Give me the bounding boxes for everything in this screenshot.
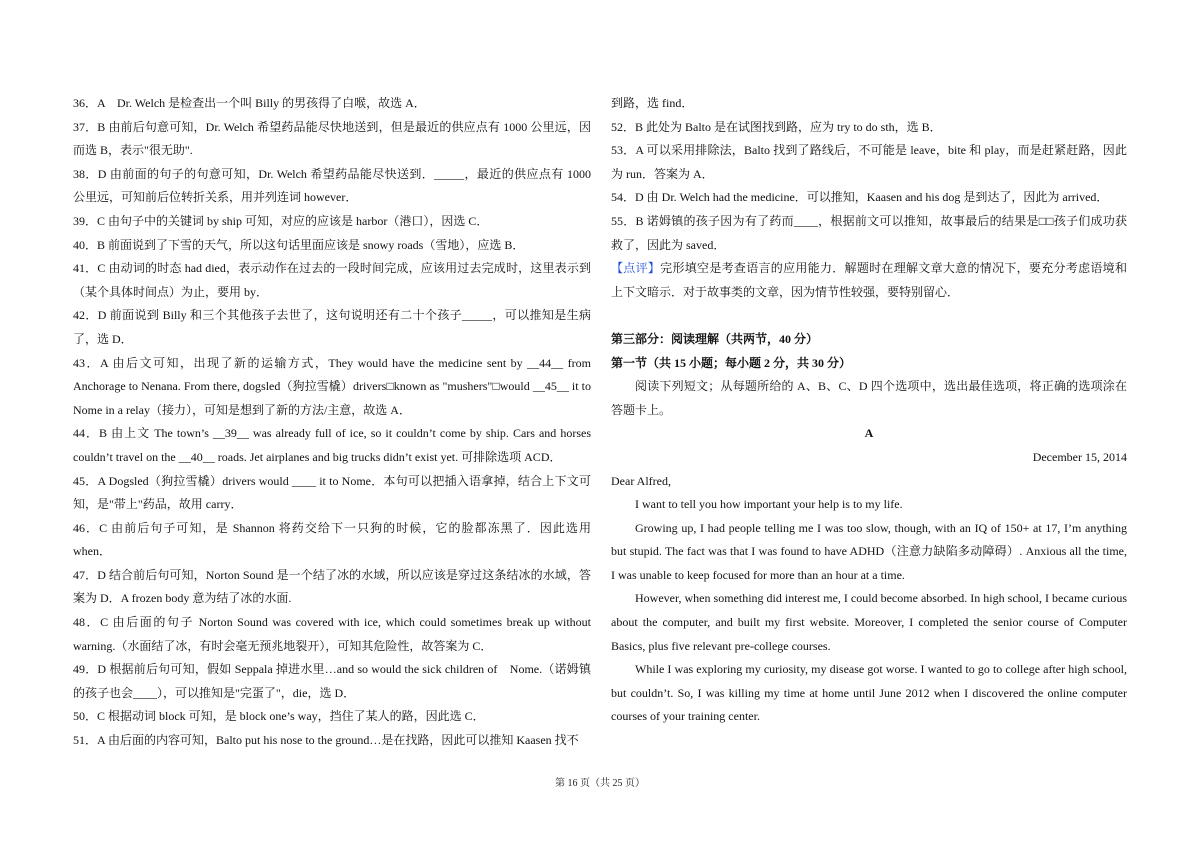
answer-37: 37．B 由前后句意可知，Dr. Welch 希望药品能尽快地送到，但是最近的供应点有 1000 公里远，因而选 B，表示"很无助". [73,119,591,158]
answer-47: 47．D 结合前后句可知，Norton Sound 是一个结了冰的水域，所以应该是穿过这条结冰的水域，答案为 D．A frozen body 意为结了冰的水面. [73,567,591,606]
spacer [611,304,1127,328]
answer-54: 54．D 由 Dr. Welch had the medicine．可以推知，Kaasen and his dog 是到达了，因此为 arrived． [611,190,1109,205]
answer-36: 36．A Dr. Welch 是检查出一个叫 Billy 的男孩得了白喉，故选 A． [73,96,426,110]
answer-52: 52．B 此处为 Balto 是在试图找到路，应为 try to do sth，选 B． [611,119,942,134]
answer-53: 53．A 可以采用排除法，Balto 找到了路线后，不可能是 leave，bite 和 play，而是赶紧赶路，因此为 run．答案为 A． [611,143,1127,181]
letter-date: December 15, 2014 [1032,449,1127,464]
comment [611,257,1127,304]
instruction: 阅读下列短文；从每题所给的 A、B、C、D 四个选项中，选出最佳选项，将正确的选项涂在答题卡上。 [611,379,1127,417]
paragraph: Growing up, I had people telling me I was too slow, though, with an IQ of 150+ at 17, I’m anything but stupid. The fact was that I was found to have ADHD（注意力缺陷多动障碍）. Anxious all the time, I was unable to keep focused for more than an hour at a time. [611,520,1127,582]
answer-50: 50．C 根据动词 block 可知，是 block one’s way，挡住了某人的路，因此选 C． [73,709,485,724]
answer-41: 41．C 由动词的时态 had died，表示动作在过去的一段时间完成，应该用过去完成时，这里表示到（某个具体时间点）为止，要用 by． [73,261,591,299]
answer-39: 39．C 由句子中的关键词 by ship 可知，对应的应该是 harbor（港口），因选 C． [73,213,489,228]
answer-40: 40．B 前面说到了下雪的天气，所以这句话里面应该是 snowy roads（雪地），应选 B． [73,237,525,252]
passage-label: A [864,426,874,441]
paragraph: However, when something did interest me, I could become absorbed. In high school, I became curious about the computer, and built my first website. Moreover, I completed the senior course of Computer Basics, plus five relevant pre-college courses. [611,591,1127,653]
answer-55: 55．B 诺姆镇的孩子因为有了药而____，根据前文可以推知，故事最后的结果是□□孩子们成功获救了，因此为 saved． [611,213,1127,252]
page-number: 第 16 页（共 25 页） [555,778,645,789]
left-column [73,92,591,753]
answer-46: 46．C 由前后句子可知，是 Shannon 将药交给下一只狗的时候，它的脸都冻黑了．因此选用 when． [73,520,591,559]
answer-44: 44．B 由上文 The town’s __39__ was already full of ice, so it couldn’t come by ship. Cars and horses couldn’t travel on the __40__ roads. Jet airplanes and big trucks didn’t exist yet. 可排除选项 ACD． [73,426,591,464]
answer-51: 51．A 由后面的内容可知，Balto put his nose to the ground…是在找路，因此可以推知 Kaasen 找不 [73,733,579,748]
answer-48: 48．C 由后面的句子 Norton Sound was covered with ice, which could sometimes break up without warning.（水面结了冰，有时会毫无预兆地裂开），可知其危险性，故答案为 C． [73,615,591,653]
answer-42: 42．D 前面说到 Billy 和三个其他孩子去世了，这句说明还有二十个孩子_____，可以推知是生病了，选 D． [73,308,591,346]
answer-45: 45．A Dogsled（狗拉雪橇）drivers would ____ it to Nome．本句可以把插入语拿掉，结合上下文可知，是"带上"药品，故用 carry． [73,473,591,512]
paragraph: I want to tell you how important your help is to my life. [635,497,903,512]
paragraph: While I was exploring my curiosity, my disease got worse. I wanted to go to college after high school, but couldn’t. So, I was killing my time at home until June 2012 when I discovered the online computer courses of your training center. [611,662,1127,724]
section-heading: 第三部分：阅读理解（共两节，40 分） [611,331,819,346]
answer-49: 49．D 根据前后句可知，假如 Seppala 掉进水里…and so would the sick children of Nome.（诺姆镇的孩子也会____），可以推知是"完蛋了"，die，选 D． [73,662,591,700]
salutation: Dear Alfred, [611,473,671,488]
answer-43: 43．A 由后文可知，出现了新的运输方式，They would have the medicine sent by __44__ from Anchorage to Nenana. From there, dogsled（狗拉雪橇）drivers□known as "mushers"□would __45__ it to Nome in a relay（接力），可知是想到了新的方法/主意，故选 A． [73,355,591,417]
right-column [611,92,1127,729]
comment-text: 完形填空是考查语言的应用能力．解题时在理解文章大意的情况下，要充分考虑语境和上下文暗示．对于故事类的文章，因为情节性较强，要特别留心． [611,261,1127,299]
subsection-heading: 第一节（共 15 小题；每小题 2 分，共 30 分） [611,355,852,370]
answer-51-continued: 到路，选 find． [611,96,694,110]
comment-tag: 【点评】 [611,261,661,276]
answer-38: 38．D 由前面的句子的句意可知，Dr. Welch 希望药品能尽快送到．_____，最近的供应点有 1000 公里远，可知前后位转折关系，用并列连词 however． [73,166,591,205]
